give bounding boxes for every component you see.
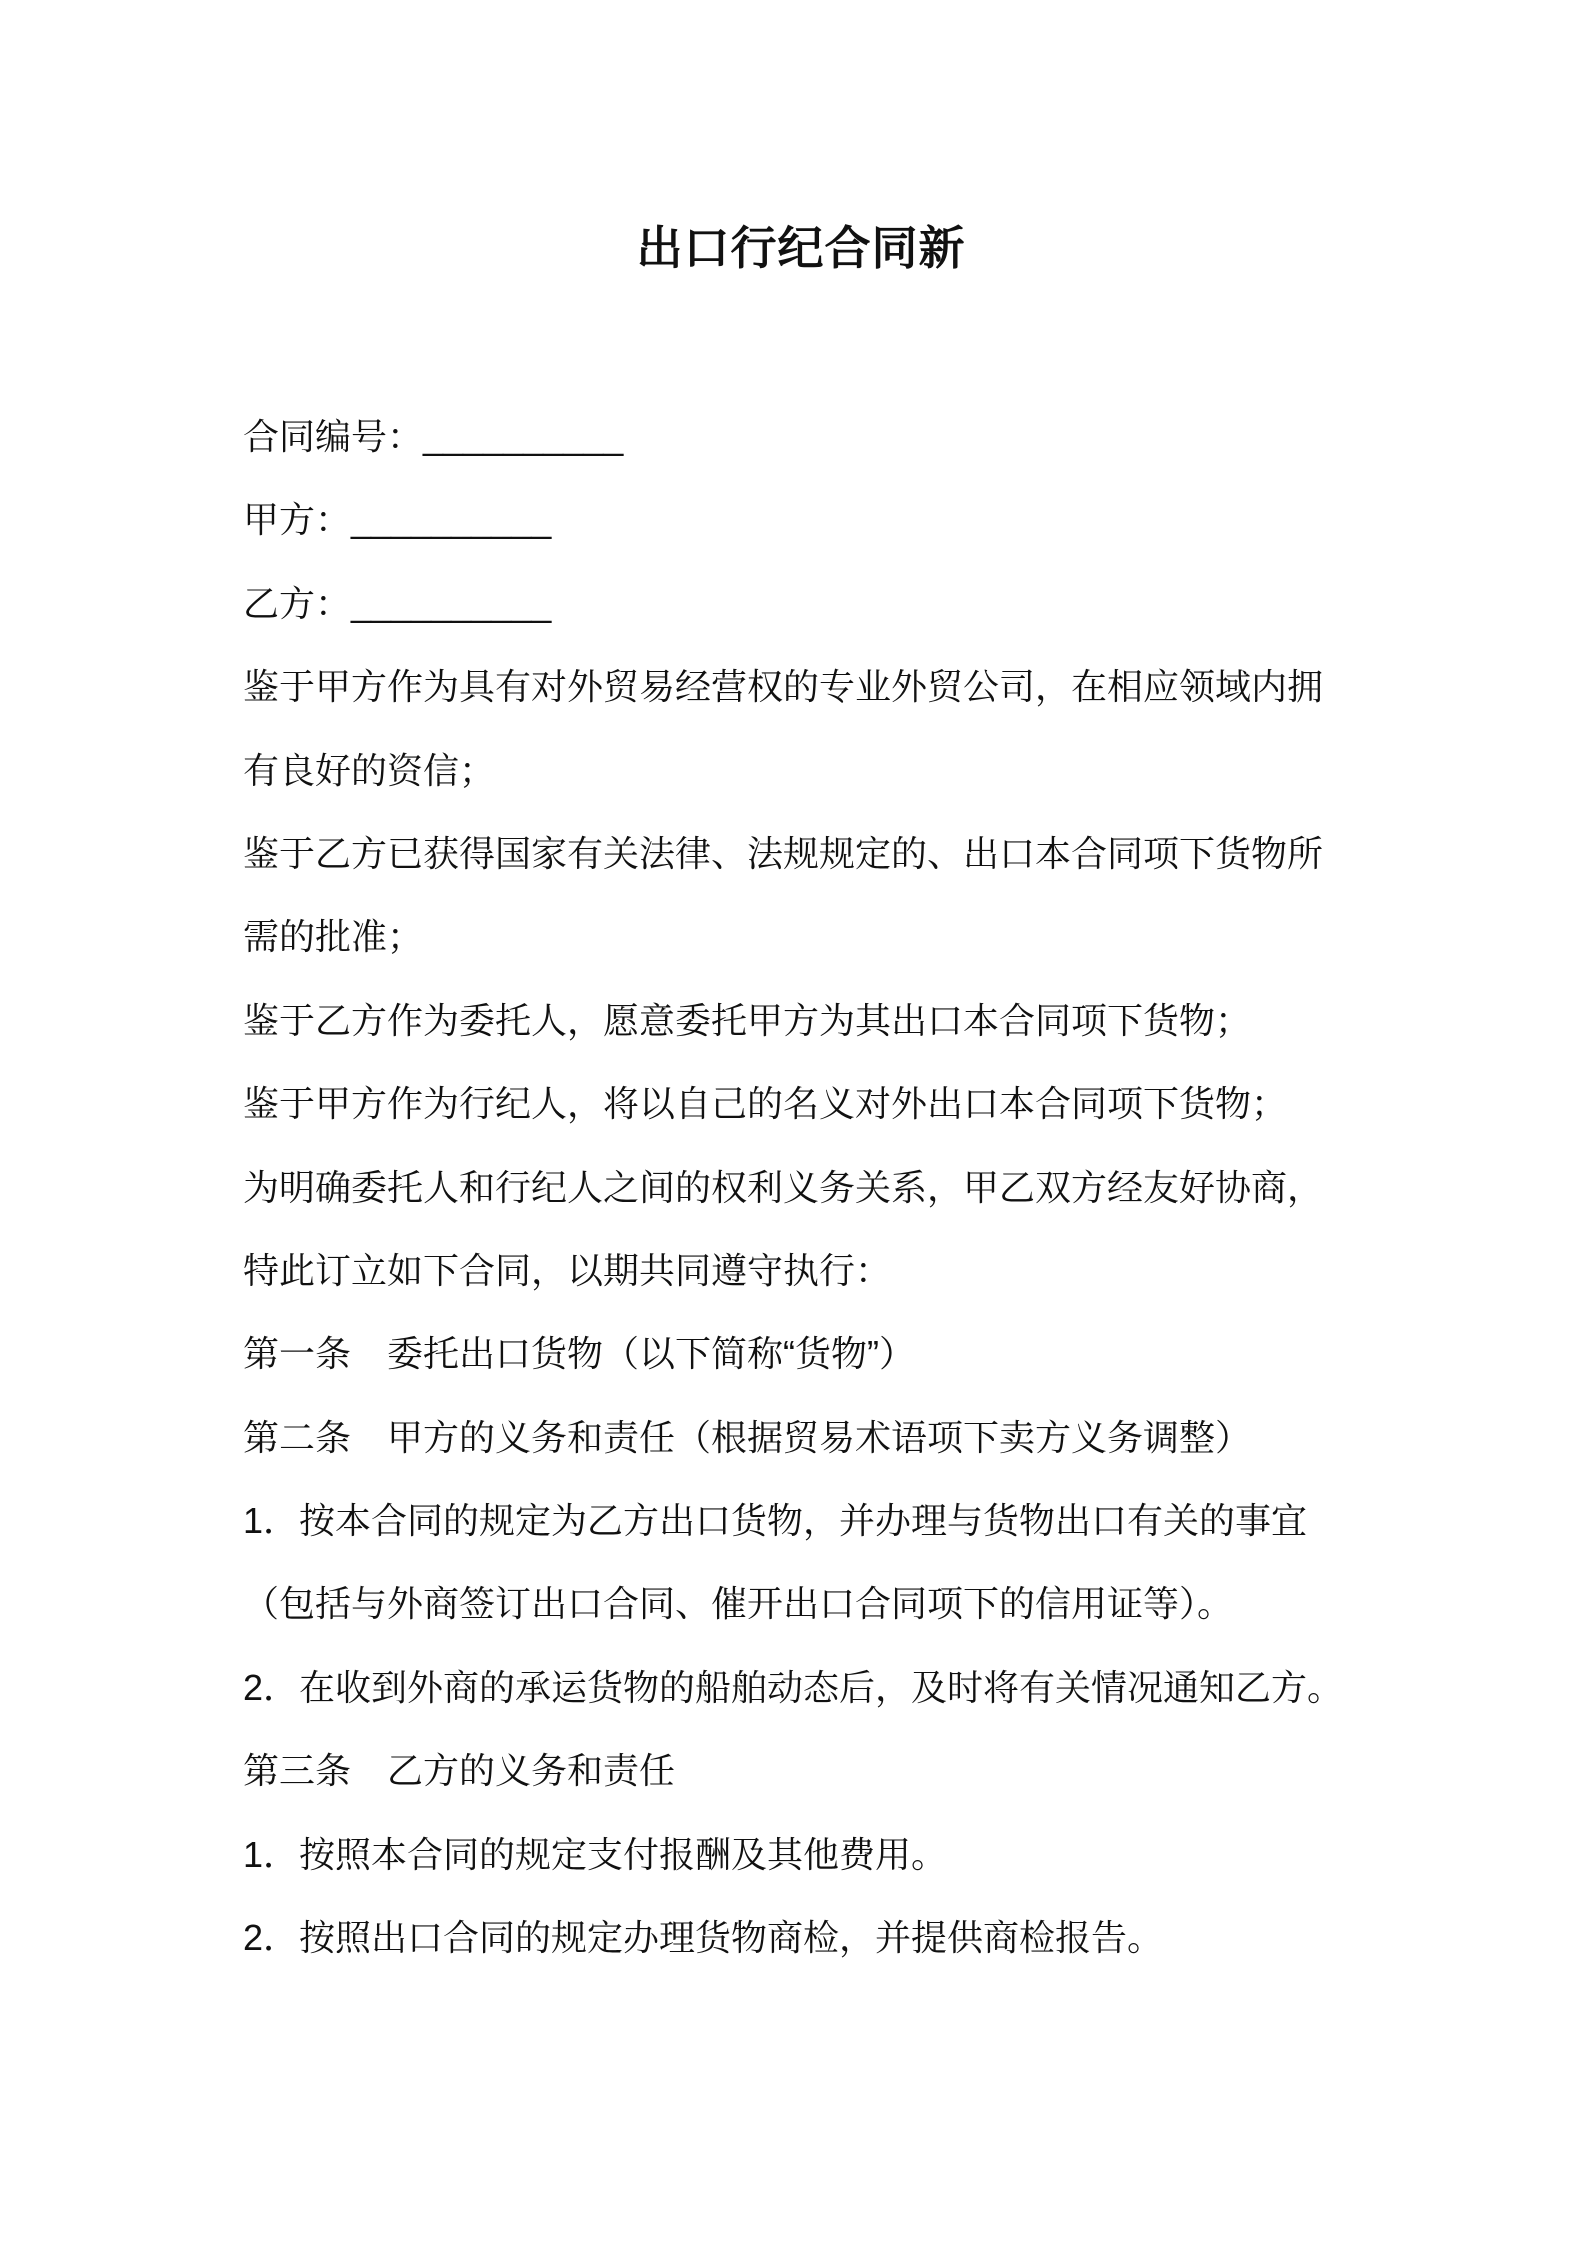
- clause-line: 1．按照本合同的规定支付报酬及其他费用。: [243, 1833, 948, 1875]
- clause-line: （包括与外商签订出口合同、催开出口合同项下的信用证等）。: [243, 1583, 1234, 1625]
- clause-line: 1．按本合同的规定为乙方出口货物，并办理与货物出口有关的事宜: [243, 1500, 1308, 1542]
- recital-line: 鉴于乙方作为委托人，愿意委托甲方为其出口本合同项下货物；: [243, 999, 1252, 1041]
- recital-line: 为明确委托人和行纪人之间的权利义务关系，甲乙双方经友好协商，: [243, 1166, 1324, 1208]
- party-b-blank: __________: [351, 582, 552, 624]
- party-a-blank: __________: [351, 499, 552, 541]
- article-heading: 第一条 委托出口货物（以下简称“货物”）: [243, 1333, 915, 1375]
- party-a-field: [243, 478, 1543, 561]
- article-heading: 第二条 甲方的义务和责任（根据贸易术语项下卖方义务调整）: [243, 1416, 1252, 1458]
- party-a-label: 甲方：: [243, 499, 352, 541]
- clause-line: 2．按照出口合同的规定办理货物商检，并提供商检报告。: [243, 1917, 1164, 1959]
- recital-line: 鉴于甲方作为具有对外贸易经营权的专业外贸公司，在相应领域内拥: [243, 666, 1324, 708]
- article-heading: 第三条 乙方的义务和责任: [243, 1750, 676, 1792]
- party-b-label: 乙方：: [243, 582, 352, 624]
- recital-line: 鉴于甲方作为行纪人，将以自己的名义对外出口本合同项下货物；: [243, 1083, 1288, 1125]
- recital-line: 有良好的资信；: [243, 749, 496, 791]
- party-b-field: [243, 562, 1543, 645]
- contract-number-field: [243, 395, 1543, 478]
- document-title: 出口行纪合同新: [636, 222, 966, 274]
- clause-line: 2．在收到外商的承运货物的船舶动态后，及时将有关情况通知乙方。: [243, 1666, 1344, 1708]
- recital-line: 特此订立如下合同，以期共同遵守执行：: [243, 1249, 892, 1291]
- recital-line: 需的批准；: [243, 916, 424, 958]
- recital-line: 鉴于乙方已获得国家有关法律、法规规定的、出口本合同项下货物所: [243, 832, 1324, 874]
- contract-number-label: 合同编号：: [243, 416, 424, 457]
- document-body: [243, 395, 1543, 1979]
- contract-number-blank: __________: [423, 416, 624, 457]
